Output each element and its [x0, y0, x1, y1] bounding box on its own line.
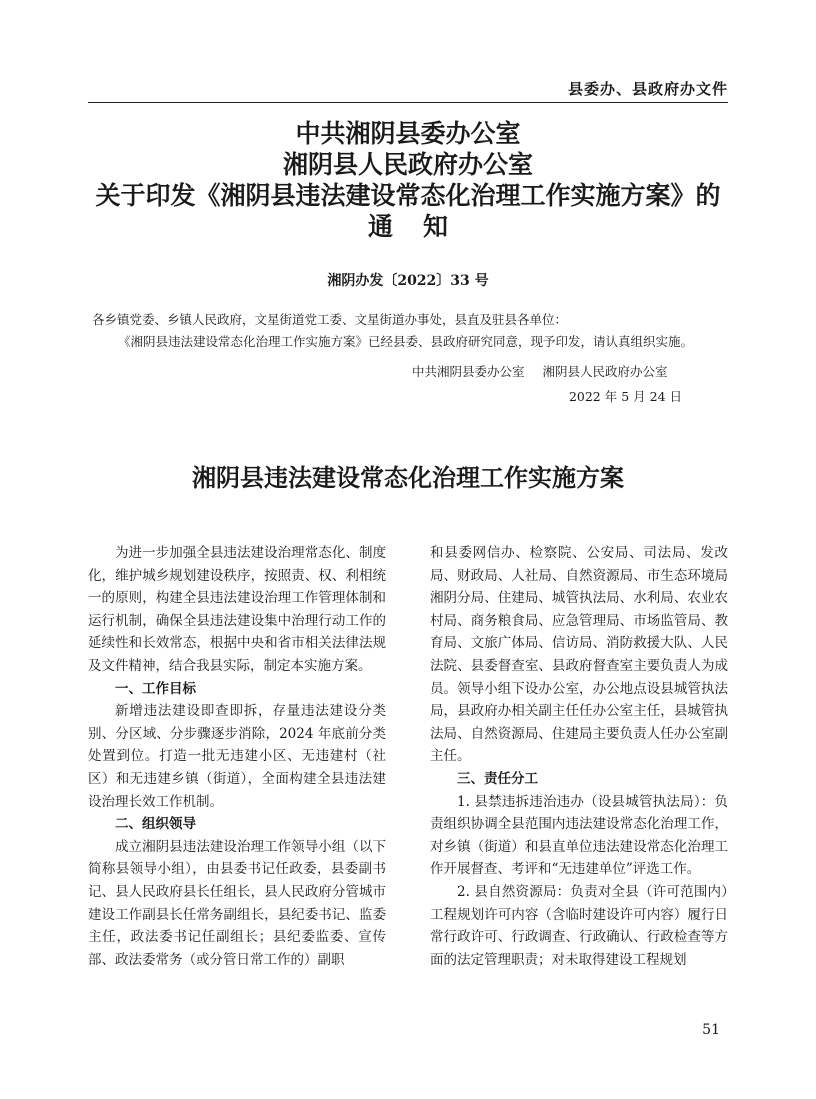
paragraph: 成立湘阴县违法建设治理工作领导小组（以下简称县领导小组），由县委书记任政委，县委副书记、县人民政府县长任组长，县人民政府分管城市建设工作副县长任常务副组长，县纪委书记、监委主任，政法委书记任副组长；县纪委监委、宣传部、政法委常务（或分管日常工作的）副职 [88, 838, 386, 968]
notice-title-line: 中共湘阴县委办公室 [295, 119, 521, 148]
notice-title-line: 湘阴县人民政府办公室 [282, 150, 533, 179]
issuing-offices [412, 362, 668, 380]
section-heading: 三、责任分工 [457, 770, 538, 787]
plan-title: 湘阴县违法建设常态化治理工作实施方案 [192, 463, 624, 492]
notice-title-line: 关于印发《湘阴县违法建设常态化治理工作实施方案》的 [95, 181, 721, 210]
notice-title [60, 118, 756, 242]
paragraph: 为进一步加强全县违法建设治理常态化、制度化，维护城乡规划建设秩序，按照责、权、利相统一的原则，构建全县违法建设治理工作管理体制和运行机制，确保全县违法建设集中治理行动工作的延续性和长效常态，根据中央和省市相关法律法规及文件精神，结合我县实际，制定本实施方案。 [88, 545, 386, 674]
section-heading: 二、组织领导 [115, 816, 196, 833]
section-heading: 一、工作目标 [115, 680, 196, 697]
document-category-label: 县委办、县政府办文件 [567, 80, 728, 98]
paragraph: 1. 县禁违拆违治违办（设县城管执法局）：负责组织协调全县范围内违法建设常态化治理工作，对乡镇（街道）和县直单位违法建设常态化治理工作开展督查、考评和“无违建单位”评选工作。 [430, 793, 728, 878]
issue-date: 2022 年 5 月 24 日 [568, 389, 682, 404]
paragraph: 2. 县自然资源局：负责对全县（许可范围内）工程规划许可内容（含临时建设许可内容）履行日常行政许可、行政调查、行政确认、行政检查等方面的法定管理职责；对未取得建设工程规划 [430, 883, 728, 968]
notice-body: 《湘阴县违法建设常态化治理工作实施方案》已经县委、县政府研究同意，现予印发，请认真组织实施。 [118, 334, 694, 349]
left-column [88, 542, 386, 971]
right-column [430, 542, 728, 971]
page-number: 51 [702, 1022, 720, 1038]
paragraph: 和县委网信办、检察院、公安局、司法局、发改局、财政局、人社局、自然资源局、市生态环境局湘阴分局、住建局、城管执法局、水利局、农业农村局、商务粮食局、应急管理局、市场监管局、教育局、文旅广体局、信访局、消防救援大队、人民法院、县委督查室、县政府督查室主要负责人为成员。领导小组下设办公室，办公地点设县城管执法局，县政府办相关副主任任办公室主任，县城管执法局、自然资源局、住建局主要负责人任办公室副主任。 [430, 545, 728, 765]
recipients-line: 各乡镇党委、乡镇人民政府，文星街道党工委、文星街道办事处，县直及驻县各单位： [92, 312, 568, 327]
document-number: 湘阴办发〔2022〕33 号 [327, 273, 489, 289]
header-divider [88, 102, 728, 103]
paragraph: 新增违法建设即查即拆，存量违法建设分类别、分区域、分步骤逐步消除，2024 年底前分类处置到位。打造一批无违建小区、无违建村（社区）和无违建乡镇（街道），全面构建全县违法建设治理长效工作机制。 [88, 703, 386, 810]
issuer-name: 中共湘阴县委办公室 [412, 364, 525, 379]
notice-title-line: 通知 [367, 212, 478, 241]
issuer-name: 湘阴县人民政府办公室 [542, 364, 668, 379]
